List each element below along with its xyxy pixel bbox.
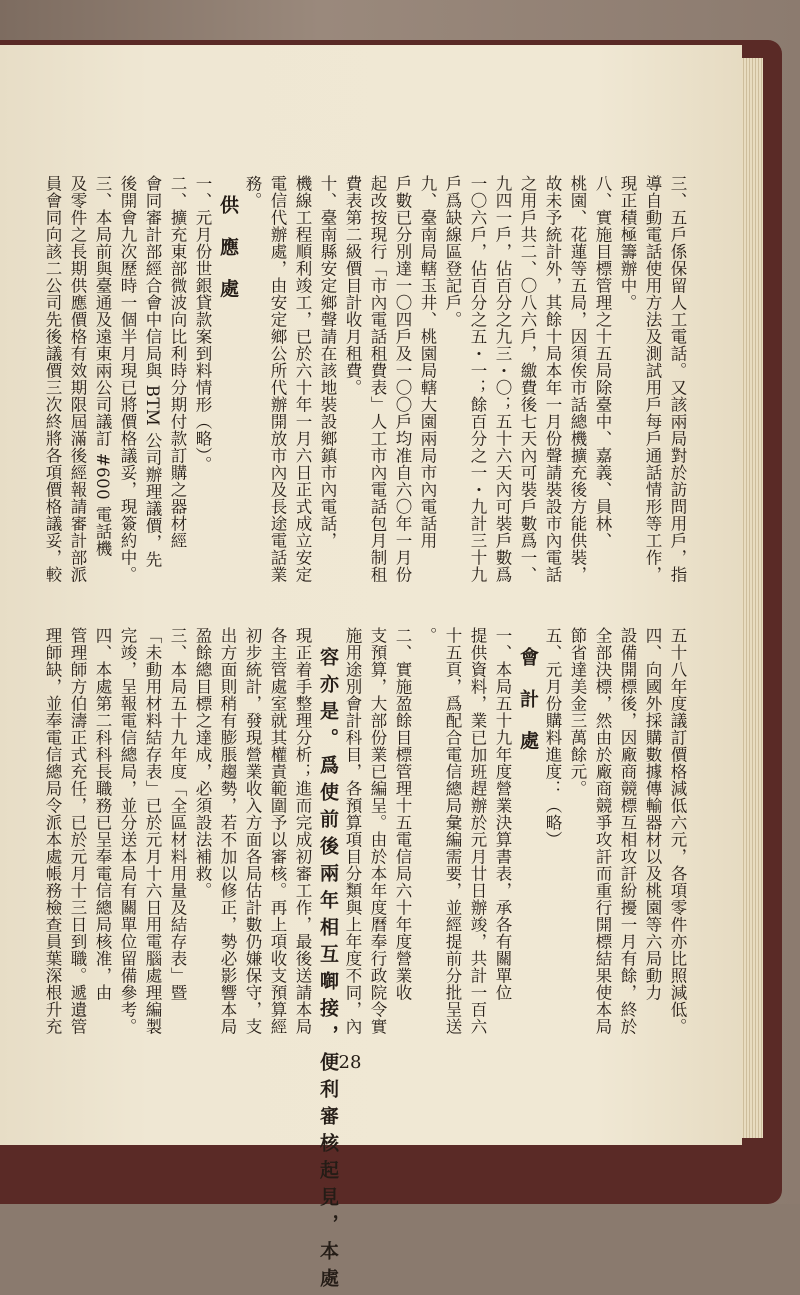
text-column: 戶爲缺線區登記戶。 (443, 175, 462, 328)
text-column: 提供資料，業已加班趕辦於元月廿日辦竣，共計一百六 (468, 627, 487, 1035)
text-column: 設備開標後，因廠商競標互相攻訐紛擾一月有餘，終於 (618, 627, 637, 1035)
text-column: 二、擴充東部微波向比利時分期付款訂購之器材經 (168, 175, 187, 549)
text-column: 後開會九次歷時一個半月現已將價格議妥，現簽約中。 (118, 175, 137, 583)
text-column: 八、實施目標管理之十五局除臺中、嘉義、員林、 (593, 175, 612, 549)
section-heading: 會 計 處 (517, 647, 539, 758)
section-heading: 容亦是。爲使前後兩年相互啣接，便利審核起見，本處 (317, 647, 339, 1295)
text-column: 三、五戶係保留人工電話。又該兩局對於訪問用戶，指 (668, 175, 687, 583)
text-column: 務。 (243, 175, 262, 209)
section-heading: 供 應 處 (217, 195, 239, 306)
text-column: 五、元月份購料進度：（略） (543, 627, 562, 848)
text-column: 故未予統計外，其餘十局本年一月份聲請裝設市內電話 (543, 175, 562, 583)
text-column: 現正着手整理分析；進而完成初審工作，最後送請本局 (293, 627, 312, 1035)
text-column: 一〇六戶，佔百分之五・一；餘百分之一・九計三十九 (468, 175, 487, 583)
text-column: 電信代辦處，由安定鄉公所代辦開放市內及長途電話業 (268, 175, 287, 583)
text-column: 完竣，呈報電信總局，並分送本局有關單位留備參考。 (118, 627, 137, 1035)
text-column: 桃園、花蓮等五局，因須俟市話總機擴充後方能供裝， (568, 175, 587, 583)
text-column: 施用途別會計科目，各預算項目分類與上年度不同，內 (343, 627, 362, 1035)
text-column: 節省達美金三萬餘元。 (568, 627, 587, 797)
text-column: 各主管處室就其權責範圍予以審核。再上項收支預算經 (268, 627, 287, 1035)
text-column: 三、本局五十九年度「全區材料用量及結存表」暨 (168, 627, 187, 1001)
text-column: 及零件之長期供應價格有效期限屆滿後經報請審計部派 (68, 175, 87, 583)
text-column: 機線工程順利竣工，已於六十年一月六日正式成立安定 (293, 175, 312, 583)
text-column: 戶數已分別達一〇四戶及一〇〇戶均准自六〇年一月份 (393, 175, 412, 583)
text-column: 支預算，大部份業已編呈。由於本年度曆奉行政院令實 (368, 627, 387, 1035)
text-column: 費表第二級價目計收月租費。 (343, 175, 362, 396)
text-column: 三、本局前與臺通及遠東兩公司議訂 #600 電話機 (93, 175, 112, 557)
text-column: 九、臺南局轄玉井、桃園局轄大園兩局市內電話用 (418, 175, 437, 549)
top-text-block (43, 175, 690, 583)
text-column: 四、本處第二科科長職務已呈奉電信總局核准，由 (93, 627, 112, 1001)
text-column: 一、本局五十九年度營業決算書表，承各有關單位 (493, 627, 512, 1001)
text-column: 。 (418, 627, 437, 644)
text-column: 十、臺南縣安定鄉聲請在該地裝設鄉鎮市內電話， (318, 175, 337, 549)
text-column: 九四一戶，佔百分之九三・〇；五十六天內可裝戶數爲 (493, 175, 512, 583)
text-column: 十五頁，爲配合電信總局彙編需要，並經提前分批呈送 (443, 627, 462, 1035)
text-column: 起改按現行「市內電話租費表」人工市內電話包月制租 (368, 175, 387, 583)
text-column: 一、元月份世銀貸款案到料情形（略）。 (193, 175, 212, 473)
text-column: 管理師方伯濤正式充任，已於元月十三日到職。遞遺管 (68, 627, 87, 1035)
text-column: 會同審計部經合會中信局與 BTM 公司辦理議價，先 (143, 175, 162, 569)
text-column: 五十八年度議訂價格減低六元，各項零件亦比照減低。 (668, 627, 687, 1035)
page-number: 28 (338, 1052, 362, 1073)
text-column: 理師缺，並奉電信總局令派本處帳務檢查員葉深根升充 (43, 627, 62, 1035)
text-column: 「未動用材料結存表」已於元月十六日用電腦處理編製 (143, 627, 162, 1035)
text-column: 四、向國外採購數據傳輸器材以及桃園等六局動力 (643, 627, 662, 1001)
text-column: 員會同向該二公司先後議價三次終將各項價格議妥，較 (43, 175, 62, 583)
text-column: 現正積極籌辦中。 (618, 175, 637, 311)
text-column: 二、實施盈餘目標管理十五電信局六十年度營業收 (393, 627, 412, 1001)
text-column: 之用戶共二、〇八六戶，繳費後七天內可裝戶數爲一、 (518, 175, 537, 583)
text-column: 導自動電話使用方法及測試用戶每戶通話情形等工作， (643, 175, 662, 583)
text-column: 全部決標，然由於廠商競爭攻訐而重行開標結果使本局 (593, 627, 612, 1035)
text-column: 盈餘總目標之達成，必須設法補救。 (193, 627, 212, 899)
text-column: 初步統計，發現營業收入方面各局估計數仍嫌保守，支 (243, 627, 262, 1035)
text-column: 出方面則稍有膨脹趨勢，若不加以修正，勢必影響本局 (218, 627, 237, 1035)
